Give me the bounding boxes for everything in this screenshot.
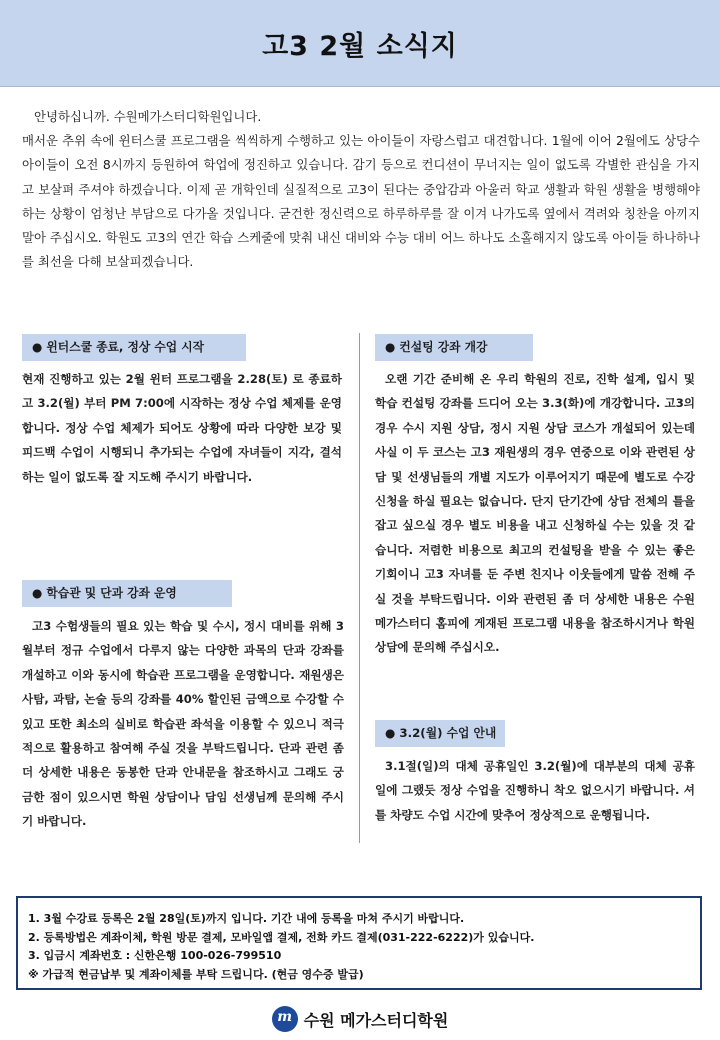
- winter-school-body: [22, 367, 342, 489]
- march-class-body: [375, 754, 695, 827]
- column-divider: [359, 333, 360, 843]
- newsletter-header: [0, 0, 720, 87]
- academy-name: 수원 메가스터디학원: [303, 1010, 449, 1030]
- winter-school-text: 현재 진행하고 있는 2월 윈터 프로그램을 2.28(토) 로 종료하고 3.2(월) 부터 PM 7:00에 시작하는 정상 수업 체제를 운영합니다. 정상 수업 체제가 되어도 상황에 따라 다양한 보강 및 피드백 수업이 시행되니 추가되는 수업에 자녀들이 지각, 결석하는 일이 없도록 잘 지도해 주시기 바랍니다.: [22, 372, 342, 484]
- consulting-text: 오랜 기간 준비해 온 우리 학원의 진로, 진학 설계, 입시 및 학습 컨설팅 강좌를 드디어 오는 3.3(화)에 개강합니다. 고3의 경우 수시 지원 상담, 정시 지원 상담 코스가 개설되어 있는데 사실 이 두 코스는 고3 재원생의 경우 연중으로 이와 관련된 상담 및 선생님들의 개별 지도가 이루어지기 때문에 별도로 수강 신청을 하실 필요는 없습니다. 단지 단기간에 상담 전체의 틀을 잡고 싶으실 경우 별도 비용을 내고 신청하실 수는 있을 것 같습니다. 저렴한 비용으로 최고의 컨설팅을 받을 수 있는 좋은 기회이니 고3 자녀를 둔 주변 친지나 이웃들에게 말씀 전해 주실 것을 부탁드립니다. 이와 관련된 좀 더 상세한 내용은 수원메가스터디 홈피에 게재된 프로그램 내용을 참조하시거나 학원 상담에 문의해 주십시오.: [375, 372, 695, 655]
- notice-line-4: ※ 가급적 현금납부 및 계좌이체를 부탁 드립니다. (현금 영수증 발급): [28, 967, 364, 981]
- winter-school-heading: ● 윈터스쿨 종료, 정상 수업 시작: [22, 334, 246, 361]
- march-class-text: 3.1절(일)의 대체 공휴일인 3.2(월)에 대부분의 대체 공휴일에 그랬듯 정상 수업을 진행하니 착오 없으시기 바랍니다. 셔틀 차량도 수업 시간에 맞추어 정상적으로 운행됩니다.: [375, 759, 695, 822]
- payment-notice-box: [16, 896, 702, 990]
- consulting-heading: ● 컨설팅 강좌 개강: [375, 334, 533, 361]
- study-hall-heading: ● 학습관 및 단과 강좌 운영: [22, 580, 232, 607]
- notice-line-1: 1. 3월 수강료 등록은 2월 28일(토)까지 입니다. 기간 내에 등록을 마쳐 주시기 바랍니다.: [28, 912, 465, 925]
- footer: [0, 1004, 720, 1034]
- notice-line-3: 3. 입금시 계좌번호 : 신한은행 100-026-799510: [28, 949, 282, 963]
- logo-letter: m: [277, 1009, 293, 1025]
- intro-greeting: 안녕하십니까. 수원메가스터디학원입니다.: [34, 109, 262, 124]
- intro-section: [22, 105, 700, 274]
- study-hall-text: 고3 수험생들의 필요 있는 학습 및 수시, 정시 대비를 위해 3월부터 정규 수업에서 다루지 않는 다양한 과목의 단과 강좌를 개설하고 이와 동시에 학습관 프로그램을 운영합니다. 재원생은 사탐, 과탐, 논술 등의 강좌를 40% 할인된 금액으로 수강할 수 있고 또한 최소의 실비로 학습관 좌석을 이용할 수 있으니 적극적으로 활용하고 참여해 주실 것을 부탁드립니다. 단과 관련 좀 더 상세한 내용은 동봉한 단과 안내문을 참조하시고 그래도 궁금한 점이 있으시면 학원 상담이나 담임 선생님께 문의해 주시기 바랍니다.: [22, 619, 344, 829]
- notice-line-2: 2. 등록방법은 계좌이체, 학원 방문 결제, 모바일앱 결제, 전화 카드 결제(031-222-6222)가 있습니다.: [28, 930, 535, 944]
- megastudy-logo-icon: [272, 1006, 298, 1032]
- study-hall-body: [22, 614, 344, 834]
- page-title: 고3 2월 소식지: [262, 31, 458, 62]
- intro-body: 매서운 추위 속에 윈터스쿨 프로그램을 씩씩하게 수행하고 있는 아이들이 자랑스럽고 대견합니다. 1월에 이어 2월에도 상당수 아이들이 오전 8시까지 등원하여 학업에 정진하고 있습니다. 감기 등으로 컨디션이 무너지는 일이 없도록 각별한 관심을 가지고 보살펴 주셔야 하겠습니다. 이제 곧 개학인데 실질적으로 고3이 된다는 중압감과 아울러 학교 생활과 학원 생활을 병행해야 하는 상황이 엄청난 부담으로 다가올 것입니다. 굳건한 정신력으로 하루하루를 잘 이겨 나가도록 옆에서 격려와 칭찬을 아끼지 말아 주십시오. 학원도 고3의 연간 학습 스케줄에 맞춰 내신 대비와 수능 대비 어느 하나도 소홀해지지 않도록 아이들 하나하나를 최선을 다해 보살피겠습니다.: [22, 133, 700, 270]
- march-class-heading: ● 3.2(월) 수업 안내: [375, 720, 505, 747]
- consulting-body: [375, 367, 695, 660]
